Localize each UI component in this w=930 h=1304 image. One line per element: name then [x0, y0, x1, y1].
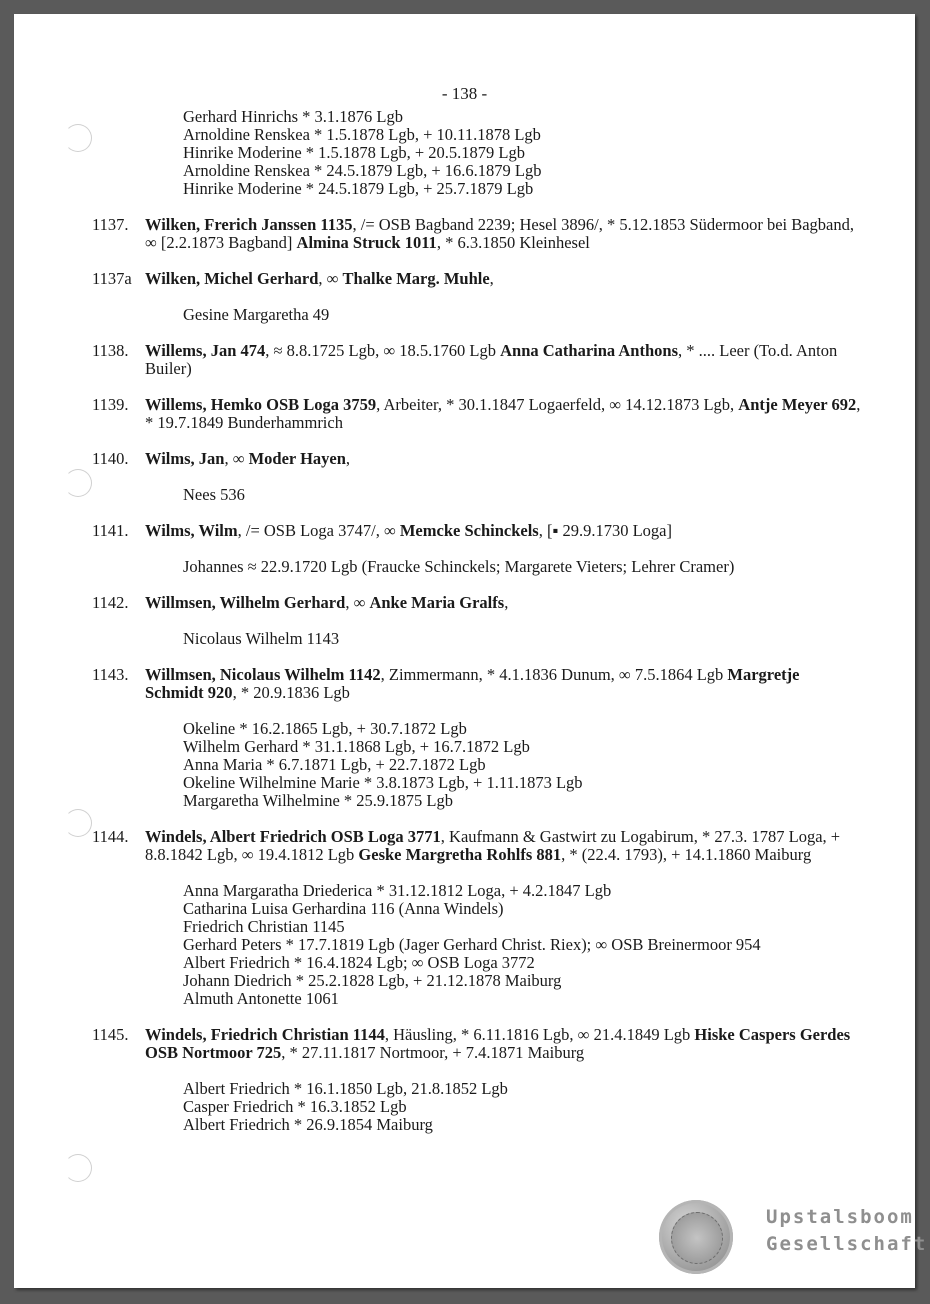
genealogy-entry: [92, 522, 862, 540]
entry-number: 1137a: [92, 269, 132, 288]
children-list: [183, 1080, 862, 1134]
entry-text: [145, 216, 862, 252]
child-line: Gesine Margaretha 49: [183, 305, 330, 324]
punch-hole-icon: [64, 469, 92, 497]
child-line: Nees 536: [183, 485, 245, 504]
entry-detail: , Zimmermann, * 4.1.1836 Dunum, ∞ 7.5.1864 Lgb: [380, 665, 728, 684]
org-name-line1: Upstalsboom: [766, 1206, 914, 1228]
genealogy-entries: [92, 108, 862, 1152]
child-line: Nicolaus Wilhelm 1143: [183, 629, 340, 648]
entry-detail: , /= OSB Loga 3747/, ∞: [237, 521, 400, 540]
entry-detail: ,: [489, 269, 494, 288]
entry-detail: , * 27.11.1817 Nortmoor, + 7.4.1871 Maiburg: [281, 1043, 585, 1062]
child-line: Okeline Wilhelmine Marie * 3.8.1873 Lgb, + 1.11.1873 Lgb: [183, 773, 583, 792]
entry-number: 1141.: [92, 521, 129, 540]
entry-detail: , [▪ 29.9.1730 Loga]: [538, 521, 672, 540]
entry-number: 1137.: [92, 215, 129, 234]
entry-name: Wilken, Frerich Janssen 1135: [145, 215, 353, 234]
child-line: Albert Friedrich * 16.1.1850 Lgb, 21.8.1852 Lgb: [183, 1079, 508, 1098]
entry-name: Margretje Schmidt 920: [145, 665, 800, 702]
child-line: Margaretha Wilhelmine * 25.9.1875 Lgb: [183, 791, 454, 810]
entry-name: Hiske Caspers Gerdes OSB Nortmoor 725: [145, 1025, 851, 1062]
entry-name: Wilms, Wilm: [145, 521, 238, 540]
child-line: Arnoldine Renskea * 24.5.1879 Lgb, + 16.6.1879 Lgb: [183, 161, 542, 180]
children-list: [183, 882, 862, 1008]
entry-name: Windels, Albert Friedrich OSB Loga 3771: [145, 827, 441, 846]
entry-name: Almina Struck 1011: [296, 233, 437, 252]
entry-text: [145, 828, 862, 864]
entry-detail: , Arbeiter, * 30.1.1847 Logaerfeld, ∞ 14.12.1873 Lgb,: [376, 395, 739, 414]
entry-text: [145, 342, 862, 378]
entry-name: Geske Margretha Rohlfs 881: [358, 845, 562, 864]
child-line: Arnoldine Renskea * 1.5.1878 Lgb, + 10.11.1878 Lgb: [183, 125, 541, 144]
entry-detail: , ∞: [345, 593, 370, 612]
children-list: [183, 108, 862, 198]
entry-name: Willems, Jan 474: [145, 341, 266, 360]
entry-number: 1140.: [92, 449, 129, 468]
entry-name: Anke Maria Gralfs: [369, 593, 505, 612]
punch-hole-icon: [64, 1154, 92, 1182]
entry-detail: ,: [504, 593, 509, 612]
entry-name: Windels, Friedrich Christian 1144: [145, 1025, 385, 1044]
entry-name: Anna Catharina Anthons: [500, 341, 678, 360]
child-line: Anna Maria * 6.7.1871 Lgb, + 22.7.1872 Lgb: [183, 755, 486, 774]
entry-number: 1139.: [92, 395, 129, 414]
entry-text: [145, 396, 862, 432]
entry-text: [145, 1026, 862, 1062]
genealogy-entry: [92, 594, 862, 612]
child-line: Almuth Antonette 1061: [183, 989, 339, 1008]
punch-hole-icon: [64, 124, 92, 152]
entry-text: [145, 270, 862, 288]
entry-name: Antje Meyer 692: [738, 395, 857, 414]
child-line: Gerhard Hinrichs * 3.1.1876 Lgb: [183, 107, 403, 126]
children-list: [183, 630, 862, 648]
genealogy-entry: [92, 342, 862, 378]
org-name: [766, 1204, 927, 1258]
entry-name: Moder Hayen: [248, 449, 346, 468]
entry-name: Willmsen, Wilhelm Gerhard: [145, 593, 346, 612]
child-line: Gerhard Peters * 17.7.1819 Lgb (Jager Gerhard Christ. Riex); ∞ OSB Breinermoor 954: [183, 935, 761, 954]
genealogy-entry: [92, 450, 862, 468]
entry-name: Wilken, Michel Gerhard: [145, 269, 319, 288]
entry-text: [145, 666, 862, 702]
child-line: Okeline * 16.2.1865 Lgb, + 30.7.1872 Lgb: [183, 719, 467, 738]
entry-detail: ,: [345, 449, 351, 468]
entry-detail: , * .... Leer (To.d. Anton Builer): [145, 341, 838, 378]
child-line: Johann Diedrich * 25.2.1828 Lgb, + 21.12.1878 Maiburg: [183, 971, 562, 990]
child-line: Hinrike Moderine * 24.5.1879 Lgb, + 25.7.1879 Lgb: [183, 179, 534, 198]
entry-detail: , * 6.3.1850 Kleinhesel: [436, 233, 590, 252]
seal-icon: [659, 1200, 733, 1274]
entry-name: Wilms, Jan: [145, 449, 225, 468]
genealogy-entry: [92, 216, 862, 252]
entry-number: 1138.: [92, 341, 129, 360]
society-logo: [659, 1200, 928, 1280]
child-line: Albert Friedrich * 26.9.1854 Maiburg: [183, 1115, 433, 1134]
child-line: Albert Friedrich * 16.4.1824 Lgb; ∞ OSB Loga 3772: [183, 953, 535, 972]
org-name-line2: Gesellschaft: [766, 1233, 928, 1255]
entry-name: Thalke Marg. Muhle: [342, 269, 490, 288]
genealogy-entry: [92, 1026, 862, 1062]
entry-number: 1144.: [92, 827, 129, 846]
entry-name: Willems, Hemko OSB Loga 3759: [145, 395, 377, 414]
entry-text: [145, 594, 862, 612]
entry-detail: , ∞: [224, 449, 249, 468]
entry-text: [145, 522, 862, 540]
children-list: [183, 306, 862, 324]
child-line: Anna Margaratha Driederica * 31.12.1812 Loga, + 4.2.1847 Lgb: [183, 881, 612, 900]
child-line: Wilhelm Gerhard * 31.1.1868 Lgb, + 16.7.1872 Lgb: [183, 737, 530, 756]
child-line: Johannes ≈ 22.9.1720 Lgb (Fraucke Schinckels; Margarete Vieters; Lehrer Cramer): [183, 557, 735, 576]
entry-detail: , Häusling, * 6.11.1816 Lgb, ∞ 21.4.1849 Lgb: [384, 1025, 695, 1044]
children-list: [183, 558, 862, 576]
entry-detail: , * 19.7.1849 Bunderhammrich: [145, 395, 861, 432]
entry-detail: , ∞: [318, 269, 343, 288]
entry-detail: , Kaufmann & Gastwirt zu Logabirum, * 27.3. 1787 Loga, + 8.8.1842 Lgb, ∞ 19.4.1812 Lgb: [145, 827, 841, 864]
child-line: Friedrich Christian 1145: [183, 917, 345, 936]
genealogy-entry: [92, 828, 862, 864]
document-page: [14, 14, 928, 1288]
punch-hole-icon: [64, 809, 92, 837]
entry-text: [145, 450, 862, 468]
entry-number: 1142.: [92, 593, 129, 612]
entry-number: 1145.: [92, 1025, 129, 1044]
entry-detail: , ≈ 8.8.1725 Lgb, ∞ 18.5.1760 Lgb: [265, 341, 501, 360]
entry-name: Willmsen, Nicolaus Wilhelm 1142: [145, 665, 381, 684]
page-number: - 138 -: [441, 84, 488, 103]
child-line: Casper Friedrich * 16.3.1852 Lgb: [183, 1097, 407, 1116]
entry-number: 1143.: [92, 665, 129, 684]
entry-detail: , /= OSB Bagband 2239; Hesel 3896/, * 5.12.1853 Südermoor bei Bagband, ∞ [2.2.1873 Bagband]: [145, 215, 855, 252]
children-list: [183, 486, 862, 504]
entry-detail: , * 20.9.1836 Lgb: [232, 683, 350, 702]
entry-detail: , * (22.4. 1793), + 14.1.1860 Maiburg: [561, 845, 812, 864]
genealogy-entry: [92, 666, 862, 702]
genealogy-entry: [92, 270, 862, 288]
child-line: Catharina Luisa Gerhardina 116 (Anna Windels): [183, 899, 504, 918]
entry-name: Memcke Schinckels: [399, 521, 539, 540]
children-list: [183, 720, 862, 810]
child-line: Hinrike Moderine * 1.5.1878 Lgb, + 20.5.1879 Lgb: [183, 143, 526, 162]
genealogy-entry: [92, 396, 862, 432]
